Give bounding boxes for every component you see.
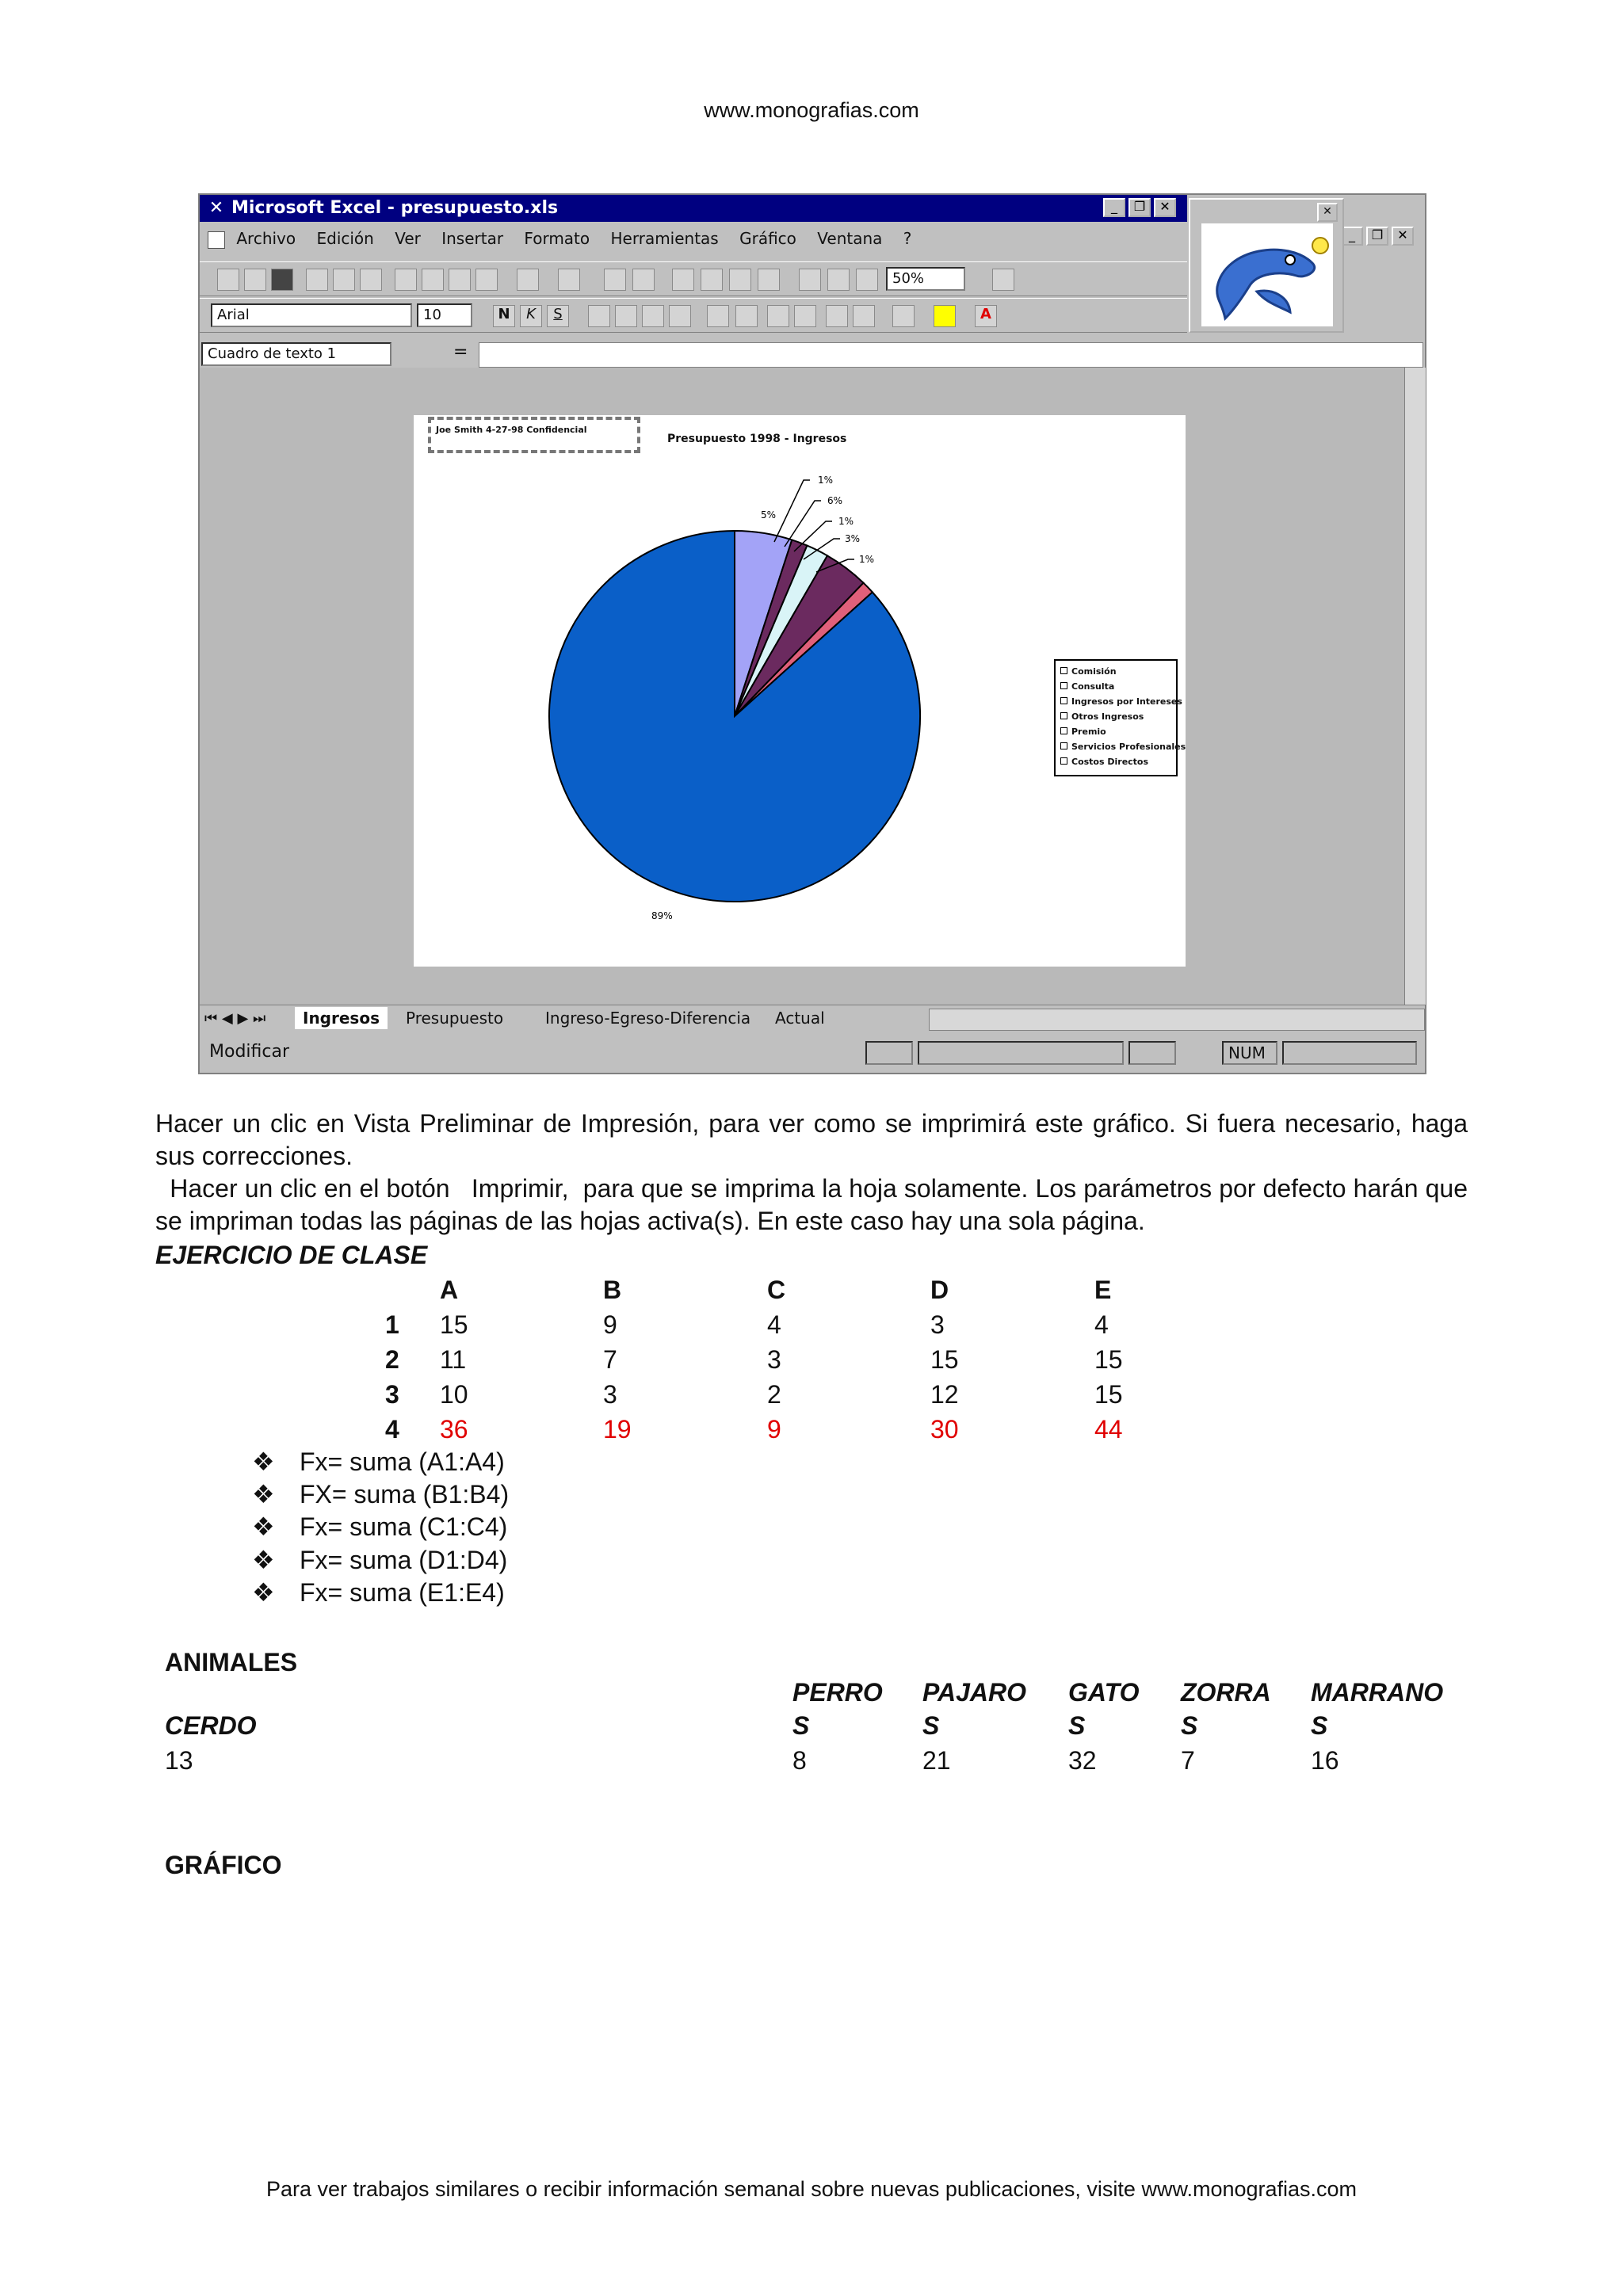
animal-value: 16 [1311,1746,1339,1775]
vertical-scrollbar[interactable] [1404,368,1426,1005]
bullet-icon: ❖ [252,1546,275,1574]
formula-item: ❖ Fx= suma (E1:E4) [252,1578,505,1607]
align-right-icon[interactable] [642,305,664,327]
save-icon[interactable] [271,269,293,291]
underline-icon[interactable]: S [547,305,569,327]
col-header: B [603,1276,622,1304]
formula-input[interactable] [479,342,1423,368]
animals-title: ANIMALES [165,1648,298,1676]
pie-data-label: 5% [761,509,777,521]
animal-value: 7 [1181,1746,1195,1775]
sort-desc-icon[interactable] [758,269,780,291]
table-cell: 3 [930,1310,945,1339]
doc-window-controls [1341,227,1420,249]
row-number: 2 [385,1345,399,1374]
table-cell: 4 [767,1310,781,1339]
restore-icon[interactable]: ❐ [1128,198,1151,217]
menu-bar [200,223,1187,254]
menu-archivo[interactable]: Archivo [236,229,296,248]
col-header: E [1094,1276,1112,1304]
excel-app-icon: ✕ [208,198,224,218]
col-header: C [767,1276,786,1304]
table-cell-total: 19 [603,1415,632,1444]
animal-header: CERDO [165,1711,257,1740]
print-icon[interactable] [306,269,328,291]
autosum-icon[interactable] [672,269,694,291]
new-icon[interactable] [217,269,239,291]
italic-icon[interactable]: K [520,305,542,327]
animal-header: PERRO [792,1678,883,1707]
bullet-icon: ❖ [252,1512,275,1541]
legend-item: Premio [1060,724,1171,739]
pie-leader-line [774,480,810,542]
drawing-icon[interactable] [856,269,878,291]
table-cell-total: 44 [1094,1415,1123,1444]
spelling-icon[interactable] [360,269,382,291]
open-icon[interactable] [244,269,266,291]
animal-value: 13 [165,1746,193,1775]
table-cell: 15 [1094,1345,1123,1374]
copy-icon[interactable] [422,269,444,291]
table-cell: 15 [930,1345,959,1374]
close-icon[interactable]: ✕ [1154,198,1176,217]
formula-item: ❖ Fx= suma (A1:A4) [252,1447,505,1476]
table-cell: 15 [440,1310,468,1339]
animal-header: S [1311,1711,1328,1740]
menu-herramientas[interactable]: Herramientas [610,229,719,248]
horizontal-scrollbar[interactable] [929,1009,1425,1031]
table-cell: 10 [440,1380,468,1409]
bullet-icon: ❖ [252,1447,275,1476]
table-cell: 11 [440,1345,467,1374]
sheet-tabs-bar [200,1005,1425,1032]
dolphin-icon [1201,223,1333,326]
font-color-icon[interactable]: A [975,305,997,327]
row-number: 4 [385,1415,399,1444]
animal-header: ZORRA [1181,1678,1271,1707]
row-number: 1 [385,1310,399,1339]
status-num: NUM [1222,1041,1277,1065]
chart-legend [1054,659,1186,776]
animal-header: MARRANO [1311,1678,1444,1707]
percent-icon[interactable] [735,305,758,327]
zoom-select[interactable]: 50% [886,267,965,291]
page-header-site: www.monografias.com [704,98,919,122]
office-assistant-icon[interactable] [992,269,1014,291]
doc-restore-icon[interactable]: ❐ [1366,227,1388,246]
formula-item: ❖ FX= suma (B1:B4) [252,1480,510,1508]
formula-equals: = [453,342,468,362]
tab-ingresos[interactable]: Ingresos [295,1007,388,1029]
legend-item: Costos Directos [1060,754,1171,769]
close-icon[interactable]: ✕ [1317,203,1338,222]
minimize-icon[interactable]: _ [1103,198,1125,217]
excel-window-title: Microsoft Excel - presupuesto.xls [231,198,559,218]
pie-data-label: 6% [827,495,843,506]
page-footer: Para ver trabajos similares o recibir información semanal sobre nuevas publicaciones, visite www.monografias.com [265,2177,1358,2201]
status-box [1282,1041,1417,1065]
bullet-icon: ❖ [252,1480,275,1508]
chart-title: Presupuesto 1998 - Ingresos [667,433,847,445]
merge-center-icon[interactable] [669,305,691,327]
pie-data-label: 1% [818,475,834,486]
table-cell: 2 [767,1380,781,1409]
legend-item: Ingresos por Intereses [1060,694,1171,709]
menu-ventana[interactable]: Ventana [817,229,883,248]
tab-actual[interactable]: Actual [775,1009,825,1028]
animal-header: S [792,1711,810,1740]
window-controls [1103,198,1182,220]
increase-indent-icon[interactable] [853,305,875,327]
print-preview-icon[interactable] [333,269,355,291]
workbook-icon[interactable] [208,231,225,249]
standard-toolbar [200,261,1187,296]
status-box [1128,1041,1176,1065]
animal-value: 8 [792,1746,807,1775]
font-name-select[interactable]: Arial [211,303,412,327]
table-cell: 12 [930,1380,959,1409]
fill-color-icon[interactable] [934,305,956,327]
formula-item: ❖ Fx= suma (D1:D4) [252,1546,508,1574]
bold-icon[interactable]: N [493,305,515,327]
menu-edicion[interactable]: Edición [316,229,374,248]
paste-icon[interactable] [449,269,471,291]
format-painter-icon[interactable] [475,269,498,291]
col-header: D [930,1276,949,1304]
paragraph-2: Hacer un clic en el botón Imprimir, para que se imprima la hoja solamente. Los parámetros por defecto harán que se impriman todas las páginas de las hojas activa(s). En este caso hay una sola página. [155,1174,1475,1235]
formula-bar [200,339,1425,369]
hyperlink-icon[interactable] [604,269,626,291]
menu-insertar[interactable]: Insertar [441,229,504,248]
increase-decimal-icon[interactable] [767,305,789,327]
menu-formato[interactable]: Formato [524,229,590,248]
undo-icon[interactable] [517,269,539,291]
formatting-toolbar [200,298,1187,333]
table-cell-total: 36 [440,1415,468,1444]
table-cell-total: 30 [930,1415,959,1444]
font-size-select[interactable]: 10 [417,303,472,327]
animal-header: S [922,1711,940,1740]
menu-ver[interactable]: Ver [395,229,421,248]
grafico-title: GRÁFICO [165,1851,282,1879]
legend-item: Otros Ingresos [1060,709,1171,724]
pie-data-label: 89% [651,910,673,921]
office-assistant[interactable] [1189,198,1344,333]
chart-sheet [414,415,1186,967]
legend-item: Servicios Profesionales [1060,739,1171,754]
pie-data-label: 1% [838,516,854,527]
legend-item: Consulta [1060,679,1171,694]
bullet-icon: ❖ [252,1578,275,1607]
animal-value: 21 [922,1746,951,1775]
col-header: A [440,1276,459,1304]
redo-icon[interactable] [558,269,580,291]
name-box[interactable]: Cuadro de texto 1 [201,342,391,366]
align-center-icon[interactable] [615,305,637,327]
paragraph-1: Hacer un clic en Vista Preliminar de Impresión, para ver como se imprimirá este gráfico. Si fuera necesario, haga sus correcciones. [155,1109,1468,1170]
animal-header: PAJARO [922,1678,1026,1707]
animal-header: GATO [1068,1678,1140,1707]
decrease-indent-icon[interactable] [826,305,848,327]
tab-presupuesto[interactable]: Presupuesto [406,1009,504,1028]
table-cell: 15 [1094,1380,1123,1409]
legend-item: Comisión [1060,664,1171,679]
tab-ingreso-egreso[interactable]: Ingreso-Egreso-Diferencia [545,1009,751,1028]
currency-icon[interactable] [707,305,729,327]
tab-scroll-icon[interactable]: ⏮ ◀ ▶ ⏭ [204,1010,266,1027]
excel-title-bar [200,195,1187,222]
animal-header: S [1181,1711,1198,1740]
sort-asc-icon[interactable] [729,269,751,291]
chart-textbox[interactable]: Joe Smith 4-27-98 Confidencial [428,417,640,453]
table-cell: 4 [1094,1310,1109,1339]
status-mode: Modificar [209,1042,289,1062]
table-cell: 3 [767,1345,781,1374]
table-cell: 3 [603,1380,617,1409]
doc-minimize-icon[interactable]: _ [1341,227,1363,246]
menu-grafico[interactable]: Gráfico [739,229,796,248]
cut-icon[interactable] [395,269,417,291]
chart-wizard-icon[interactable] [799,269,821,291]
pie-data-label: 1% [859,554,875,565]
status-box [918,1041,1124,1065]
table-cell-total: 9 [767,1415,781,1444]
borders-icon[interactable] [892,305,915,327]
animal-value: 32 [1068,1746,1097,1775]
align-left-icon[interactable] [588,305,610,327]
menu-help[interactable]: ? [903,229,912,248]
animal-header: S [1068,1711,1086,1740]
table-cell: 9 [603,1310,617,1339]
status-bar [200,1033,1425,1071]
map-icon[interactable] [827,269,850,291]
table-cell: 7 [603,1345,617,1374]
decrease-decimal-icon[interactable] [794,305,816,327]
function-icon[interactable] [701,269,723,291]
row-number: 3 [385,1380,399,1409]
pie-data-label: 3% [845,533,861,544]
status-box [865,1041,913,1065]
web-toolbar-icon[interactable] [632,269,655,291]
doc-close-icon[interactable]: ✕ [1392,227,1414,246]
ejercicio-title: EJERCICIO DE CLASE [155,1241,428,1269]
formula-item: ❖ Fx= suma (C1:C4) [252,1512,508,1541]
